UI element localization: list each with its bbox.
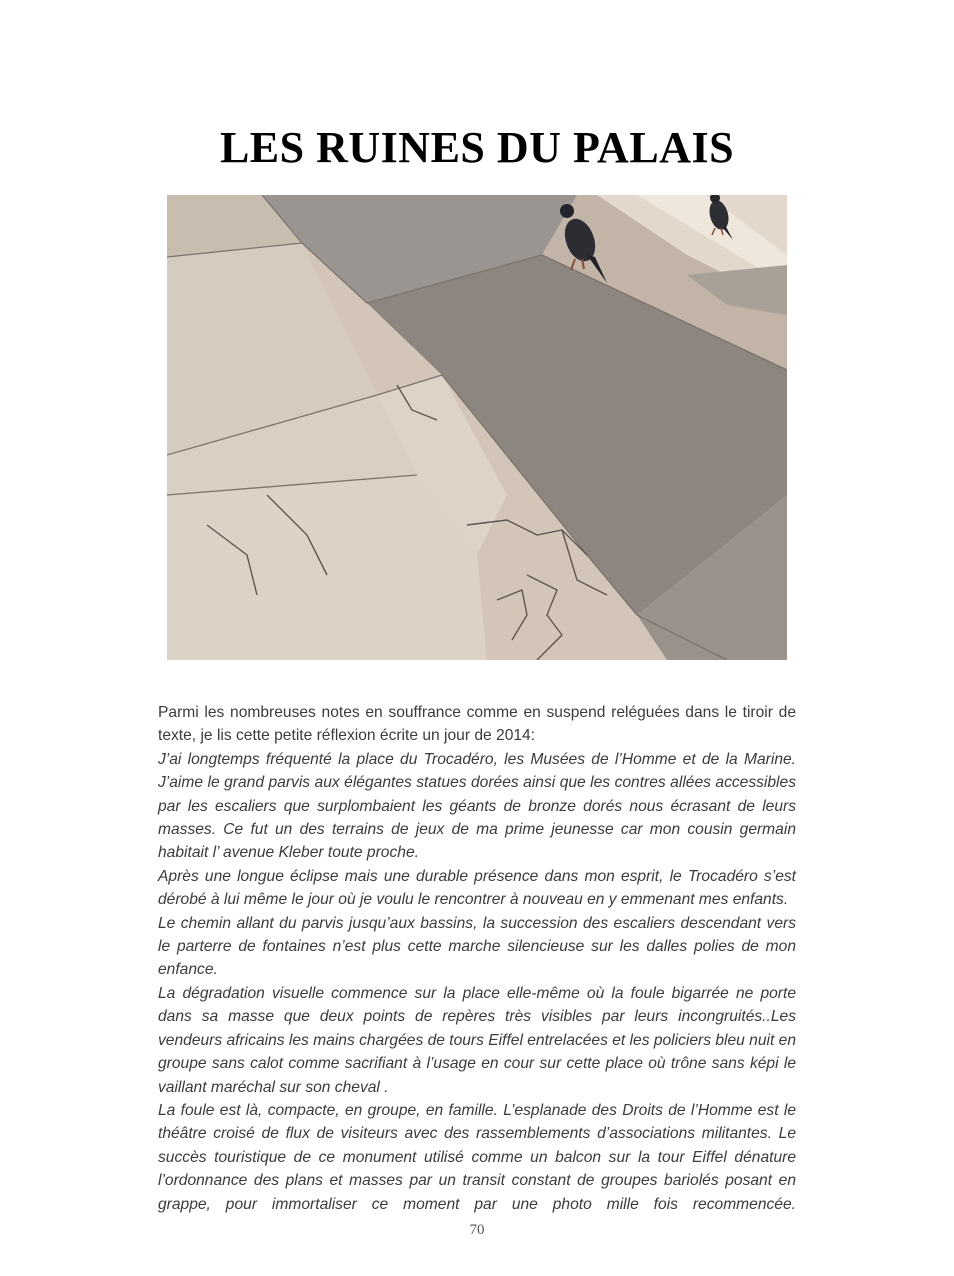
paving-photo-illustration — [167, 195, 787, 660]
quote-paragraph-4: La dégradation visuelle commence sur la place elle-même où la foule bigarrée ne porte dans sa masse que deux points de repères très visibles par leurs incongruités..Les vendeurs africains les mains chargées de tours Eiffel entrelacées et les policiers bleu nuit en groupe sans calot comme sacrifiant à l’usage en cour sur cette place où trône sans képi le vaillant maréchal sur son cheval . — [158, 984, 796, 1096]
quote-paragraph-2: Après une longue éclipse mais une durable présence dans mon esprit, le Trocadéro s’est dérobé à lui même le jour où je voulu le rencontrer à nouveau en y emmenant mes enfants. — [158, 867, 796, 909]
quote-paragraph-3: Le chemin allant du parvis jusqu’aux bassins, la succession des escaliers descendant vers le parterre de fontaines n’est plus cette marche silencieuse sur les dalles polies de mon enfance. — [158, 914, 796, 979]
quote-paragraph-5: La foule est là, compacte, en groupe, en famille. L’esplanade des Droits de l’Homme est le théâtre croisé de flux de visiteurs avec des rassemblements d’associations militantes. Le succès touristique de ce monument utilisé comme un balcon sur la tour Eiffel dénature l’ordonnance des plans et masses par un transit constant de groupes bariolés posant en grappe, pour immortaliser ce moment par une photo mille fois recommencée. — [158, 1101, 796, 1213]
quote-paragraph-1: J’ai longtemps fréquenté la place du Trocadéro, les Musées de l’Homme et de la Marine. J’aime le grand parvis aux élégantes statues dorées ainsi que les contres allées accessibles par les escaliers que surplombaient les géants de bronze dorés nous écrasant de leurs masses. Ce fut un des terrains de jeux de ma prime jeunesse car mon cousin germain habitait l’ avenue Kleber toute proche. — [158, 750, 796, 862]
article-text — [158, 701, 796, 1216]
intro-paragraph: Parmi les nombreuses notes en souffrance comme en suspend reléguées dans le tiroir de texte, je lis cette petite réflexion écrite un jour de 2014: — [158, 704, 796, 745]
page-number: 70 — [469, 1222, 485, 1238]
paving-photo — [167, 195, 787, 660]
page-title: LES RUINES DU PALAIS — [219, 123, 735, 172]
